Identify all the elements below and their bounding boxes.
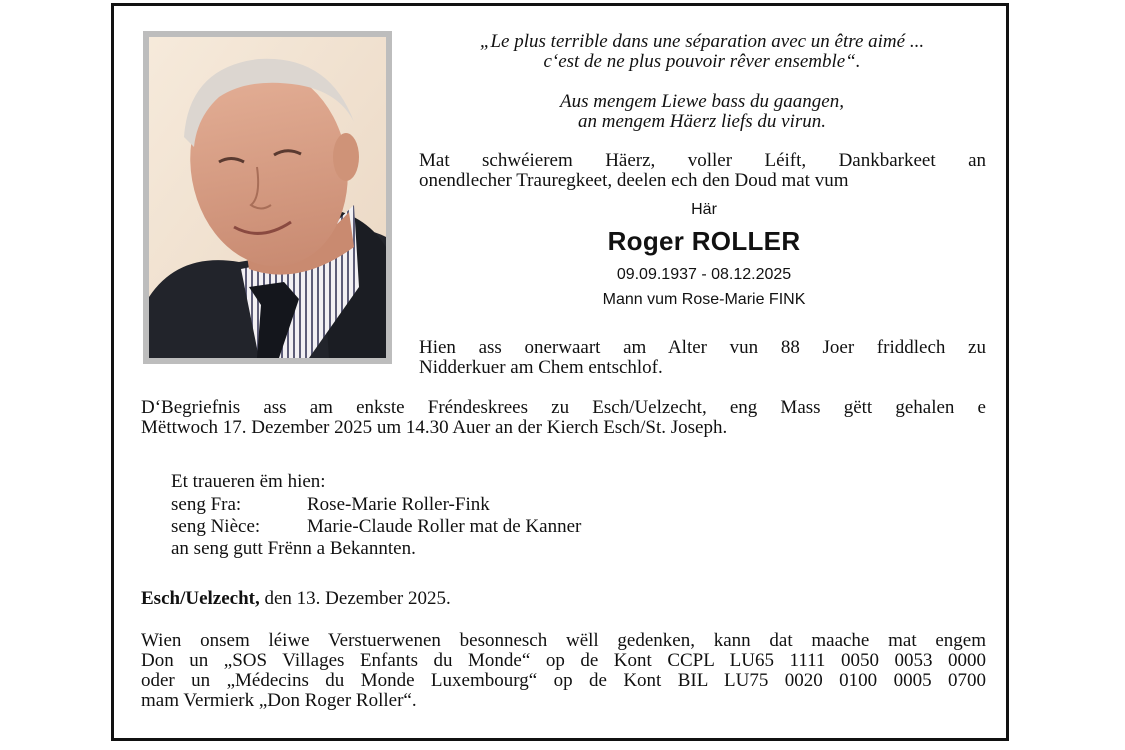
mourner-row: [171, 517, 771, 537]
mourner-relation: seng Fra:: [171, 494, 242, 515]
quote-luxembourgish-line-2: an mengem Häerz liefs du virun.: [577, 111, 827, 132]
donation-line-1: Wien onsem léiwe Verstuerwenen besonnesch wëll gedenken, kann dat maache mat engem: [141, 630, 986, 651]
funeral-line-2: Mëttwoch 17. Dezember 2025 um 14.30 Auer an der Kierch Esch/St. Joseph.: [141, 417, 728, 438]
mourner-name: Marie-Claude Roller mat de Kanner: [307, 516, 582, 537]
quote-luxembourgish: [422, 92, 982, 132]
death-notice-line-1: Hien ass onerwaart am Alter vun 88 Joer friddlech zu: [419, 337, 986, 358]
mourner-relation: seng Nièce:: [171, 516, 261, 537]
place-name: Esch/Uelzecht,: [141, 588, 260, 609]
mourners-heading: Et traueren ëm hien:: [171, 471, 326, 492]
intro-line-1: Mat schwéierem Häerz, voller Léift, Dankbarkeet an: [419, 150, 986, 171]
mourner-name: Rose-Marie Roller-Fink: [307, 494, 490, 515]
mourner-row: [171, 495, 771, 515]
death-notice-line-2: Nidderkuer am Chem entschlof.: [419, 357, 663, 378]
mourners-closing: an seng gutt Frënn a Bekannten.: [171, 538, 416, 559]
quote-french: [422, 32, 982, 72]
donation-line-3: oder un „Médecins du Monde Luxembourg“ op de Kont BIL LU75 0020 0100 0005 0700: [141, 670, 986, 691]
donation-paragraph: [141, 631, 986, 711]
funeral-notice: [141, 398, 986, 438]
intro-paragraph: [419, 151, 986, 191]
mourners-block: [171, 472, 771, 559]
portrait-image: [149, 37, 386, 358]
portrait-photo: [143, 31, 392, 364]
obituary-frame: [111, 3, 1009, 741]
deceased-name: Roger ROLLER: [607, 226, 801, 256]
donation-line-2: Don un „SOS Villages Enfants du Monde“ op de Kont CCPL LU65 1111 0050 0053 0000: [141, 650, 986, 671]
intro-line-2: onendlecher Trauregkeet, deelen ech den Doud mat vum: [419, 170, 849, 191]
quote-french-line-2: c‘est de ne plus pouvoir rêver ensemble“.: [543, 51, 861, 72]
deceased-dates: 09.09.1937 - 08.12.2025: [616, 266, 792, 283]
deceased-spouse-line: Mann vum Rose-Marie FINK: [602, 291, 806, 308]
notice-date: den 13. Dezember 2025.: [259, 588, 451, 609]
quote-french-line-1: „Le plus terrible dans une séparation avec un être aimé ...: [479, 31, 925, 52]
quote-luxembourgish-line-1: Aus mengem Liewe bass du gaangen,: [560, 91, 844, 112]
place-date: [141, 589, 741, 609]
deceased-title: Här: [691, 201, 717, 218]
funeral-line-1: D‘Begriefnis ass am enkste Fréndeskrees zu Esch/Uelzecht, eng Mass gëtt gehalen e: [141, 397, 986, 418]
death-notice: [419, 338, 986, 378]
donation-line-4: mam Vermierk „Don Roger Roller“.: [141, 690, 417, 711]
